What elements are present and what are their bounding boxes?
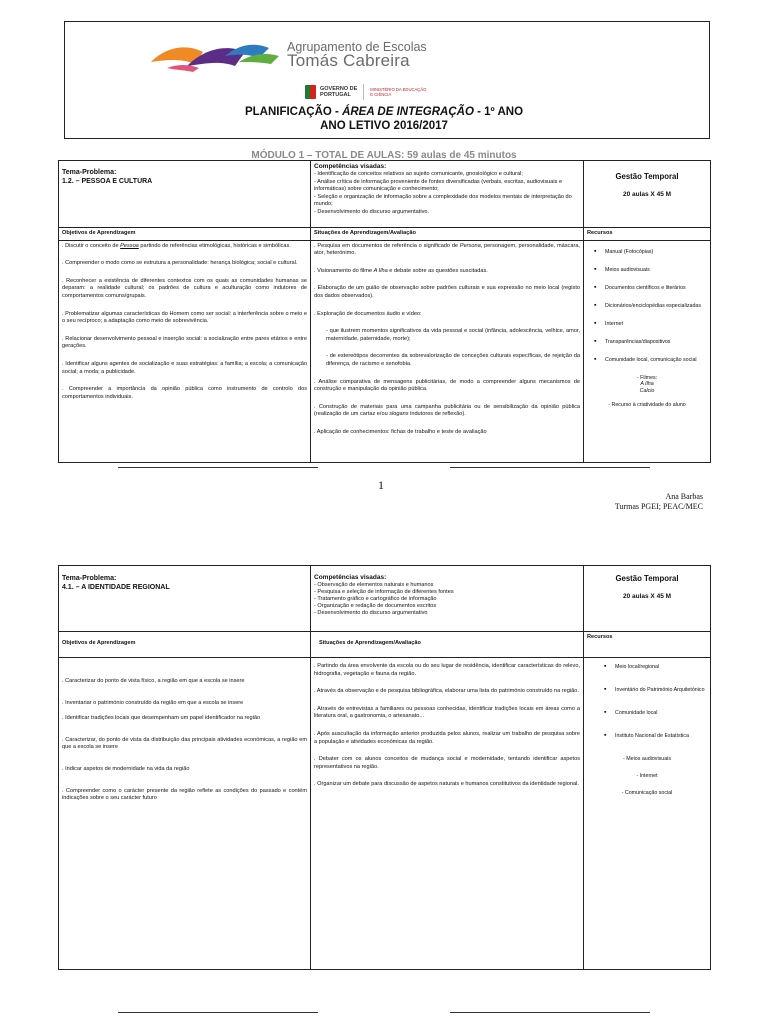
- competencias-label: Competências visadas:: [314, 163, 387, 170]
- recurso-item: ▪ Meios audiovisuais: [591, 267, 707, 274]
- objetivo-item: . Inventariar o património construído da região em que a escola se insere: [62, 699, 244, 706]
- objetivo-item: . Identificar alguns agentes de socialização e suas estratégias: a família; a escola; a comunicação social; a moda; a publicidade.: [62, 360, 307, 375]
- situacao-item: . Aplicação de conhecimentos: fichas de trabalho e teste de avaliação: [314, 428, 487, 435]
- gestao-value: 20 aulas X 45 M: [622, 190, 672, 198]
- gestao-cell: [584, 161, 711, 228]
- government-logo: [305, 82, 426, 102]
- objetivo-item: . Reconhecer a existência de diferentes contextos com os quais as comunidades humanas se deparam: a realidade cultural; os padrões de cultura e aculturação como indutores de comportamentos comuns/grupais.: [62, 277, 307, 299]
- gestao-cell: [584, 566, 711, 632]
- situacao-item: . Através de entrevistas a familiares ou pessoas conhecidas, identificar tradições locais em áreas como a literatura oral, a gastronomia, o artesanato...: [314, 705, 580, 720]
- situacao-subitem: - que ilustrem momentos significativos da vida pessoal e social (infância, adolescência, velhice, amor, maternidade, paternidade, morte);: [326, 328, 580, 342]
- situacao-item: . Partindo da área envolvente da escola ou do seu lugar de residência, identificar características do relevo, hidrografia, vegetação e fauna da região.: [314, 663, 580, 677]
- recursos-header: Recursos: [584, 228, 711, 241]
- logo-divider: [363, 84, 364, 100]
- tema-value: 1.2. – PESSOA E CULTURA: [62, 177, 153, 185]
- tema-cell: [59, 566, 311, 632]
- objetivos-header: Objetivos de Aprendizagem: [59, 632, 311, 658]
- situacoes-cell: [311, 658, 584, 970]
- logo-swoosh-icon: [147, 38, 287, 78]
- footer-rule: [118, 467, 318, 468]
- recursos-cell: [584, 658, 711, 970]
- portugal-flag-icon: [305, 85, 316, 99]
- situacoes-header: Situações de Aprendizagem/Avaliação: [311, 632, 584, 658]
- school-year: ANO LETIVO 2016/2017: [320, 120, 448, 132]
- objetivo-item: . Relacionar desenvolvimento pessoal e inserção social: a socialização entre pares etários e entre gerações.: [62, 335, 307, 350]
- competencia-item: - Análise crítica de informação proveniente de fontes diversificadas (verbais, escritas, audiovisuais e informáticas) sobre comunicação e conhecimento;: [314, 178, 563, 193]
- situacao-item: . Após auscultação da informação anterior produzida pelos alunos, realizar um trabalho de pesquisa sobre a população e atividades económicas da região.: [314, 730, 580, 745]
- competencia-item: - Identificação de conceitos relativos ao sujeito comunicante, gnosiológico e cultural;: [314, 171, 523, 177]
- footer-rule: [118, 1012, 318, 1013]
- recursos-cell: [584, 240, 711, 462]
- situacao-item: . Elaboração de um guião de observação sobre padrões culturais e sua expressão no meio local (registo dos dados observados).: [314, 285, 580, 299]
- situacoes-cell: [311, 240, 584, 462]
- competencias-cell: [311, 566, 584, 632]
- footer-rule: [450, 467, 650, 468]
- recurso-item: ▪ Instituto Nacional de Estatística: [601, 733, 707, 740]
- objetivo-item: . Compreender o modo como se estrutura a personalidade: herança biológica; social e cultural.: [62, 260, 298, 267]
- recurso-item: ▪ Meio local/regional: [601, 664, 707, 671]
- author-name: Ana Barbas: [665, 492, 703, 501]
- situacao-item: . Pesquisa em documentos de referência o significado de Persona, personagem, personalidade, máscara, ator, heterónimo.: [314, 242, 580, 257]
- competencias-label: Competências visadas:: [314, 574, 387, 581]
- competencia-item: - Pesquisa e seleção de informação de diferentes fontes: [314, 589, 454, 595]
- situacao-item: . Através da observação e de pesquisa bibliográfica, elaborar uma lista do património construído na região.: [314, 688, 579, 695]
- competencia-item: - Organização e redação de documentos escritos: [314, 603, 437, 609]
- tema-cell: [59, 161, 311, 228]
- page-title: PLANIFICAÇÃO - ÁREA DE INTEGRAÇÃO - 1º ANO: [244, 106, 524, 118]
- filmes-block: - Filmes: A Ilha Calcio: [636, 374, 658, 394]
- competencia-item: - Tratamento gráfico e cartográfico de informação: [314, 596, 437, 602]
- author-block: [615, 492, 703, 512]
- module-title: MÓDULO 1 – TOTAL DE AULAS: 59 aulas de 45 minutos: [251, 150, 517, 161]
- situacao-item: . Visionamento do filme A Ilha e debate sobre as questões suscitadas.: [314, 267, 488, 274]
- recursos-header: Recursos: [584, 632, 711, 658]
- recursos-extra: - Meios audiovisuais - Internet - Comunicação social: [621, 756, 673, 796]
- objetivos-header: Objetivos de Aprendizagem: [59, 228, 311, 241]
- recurso-item: ▪ Transparências/diapositivos: [591, 339, 707, 346]
- tema-label: Tema-Problema:: [62, 169, 117, 176]
- objetivo-item: . Indicar aspetos de modernidade na vida da região: [62, 765, 190, 772]
- recurso-item: ▪ Inventário do Património Arquitetónico: [601, 687, 707, 694]
- gestao-label: Gestão Temporal: [615, 574, 679, 583]
- objetivo-item: . Problematizar algumas características do Homem como ser social: a interferência sobre o meio e o seu recíproco; a adaptação como meio de sobrevivência.: [62, 310, 307, 325]
- school-name: Tomás Cabreira: [287, 51, 410, 70]
- situacao-subitem: - de estereótipos decorrentes da sobrevalorização de conceções culturais específicas, de rejeição da diferença, de racismo e xenofobia.: [326, 353, 580, 367]
- gestao-value: 20 aulas X 45 M: [622, 592, 672, 600]
- objetivo-item: . Discutir o conceito de Pessoa partindo de referências etimológicas, históricas e simbólicas.: [62, 242, 291, 249]
- situacao-item: . Análise comparativa de mensagens publicitárias, de modo a compreender alguns mecanismos de construção e manipulação da opinião pública.: [314, 378, 580, 393]
- objetivo-item: . Identificar tradições locais que desempenham um papel identificador na região: [62, 715, 261, 722]
- objetivo-item: . Caracterizar, do ponto de vista da distribuição das principais atividades económicas, a região em que a escola se insere: [62, 736, 307, 751]
- competencia-item: - Desenvolvimento do discurso argumentativo: [314, 610, 428, 616]
- objetivo-item: . Compreender como o carácter presente da região reflete as condições do passado e contém indicações sobre o seu carácter futuro: [62, 787, 307, 802]
- recurso-item: ▪ Comunidade local: [601, 710, 707, 717]
- objetivos-cell: [59, 658, 311, 970]
- gestao-label: Gestão Temporal: [615, 172, 679, 181]
- turmas-label: Turmas PGEI; PEAC/MEC: [614, 502, 703, 511]
- ministry-label: MINISTÉRIO DA EDUCAÇÃO E CIÊNCIA: [370, 87, 427, 97]
- competencia-item: - Seleção e organização de informação sobre a complexidade dos modelos mentais de interpretação do mundo;: [314, 193, 572, 208]
- recurso-item: ▪ Manual (Fotocópias): [591, 249, 707, 256]
- recurso-item: ▪ Documentos científicos e literários: [591, 285, 707, 292]
- objetivos-cell: [59, 240, 311, 462]
- competencia-item: - Desenvolvimento do discurso argumentativo.: [314, 208, 430, 215]
- plan-table-1: [58, 160, 711, 463]
- competencia-item: - Observação de elementos naturais e humanos: [314, 582, 434, 588]
- situacao-item: . Construção de materiais para uma campanha publicitária ou de sensibilização da opinião pública (realização de um cartaz e/ou slogans indutores de reflexão).: [314, 403, 580, 418]
- recurso-extra: - Recurso à criatividade do aluno: [608, 402, 686, 409]
- objetivo-item: . Caracterizar do ponto de vista físico, a região em que a escola se insere: [62, 678, 245, 684]
- objetivo-item: . Compreender a importância da opinião pública como instrumento de controlo dos comportamentos individuais.: [62, 386, 307, 400]
- page-number: 1: [378, 478, 384, 492]
- situacao-item: . Exploração de documentos áudio e vídeo:: [314, 310, 422, 317]
- situacao-item: . Debater com os alunos conceitos de mudança social e modernidade, tentando identificar aspetos representativos na região.: [314, 756, 580, 770]
- plan-table-2: [58, 565, 711, 970]
- government-label: GOVERNO DE PORTUGAL: [320, 86, 358, 98]
- school-group-label: Agrupamento de Escolas: [287, 40, 427, 54]
- footer-rule: [450, 1012, 650, 1013]
- situacoes-header: Situações de Aprendizagem/Avaliação: [311, 228, 584, 241]
- recurso-item: ▪ Internet: [591, 321, 707, 328]
- tema-label: Tema-Problema:: [62, 575, 117, 582]
- recurso-item: ▪ Comunidade local, comunicação social: [591, 357, 707, 364]
- situacao-item: . Organizar um debate para discussão de aspetos naturais e humanos constitutivos da identidade regional.: [314, 781, 579, 788]
- competencias-cell: [311, 161, 584, 228]
- recurso-item: ▪ Dicionários/enciclopédias especializadas: [591, 303, 707, 310]
- tema-value: 4.1. – A IDENTIDADE REGIONAL: [62, 583, 170, 591]
